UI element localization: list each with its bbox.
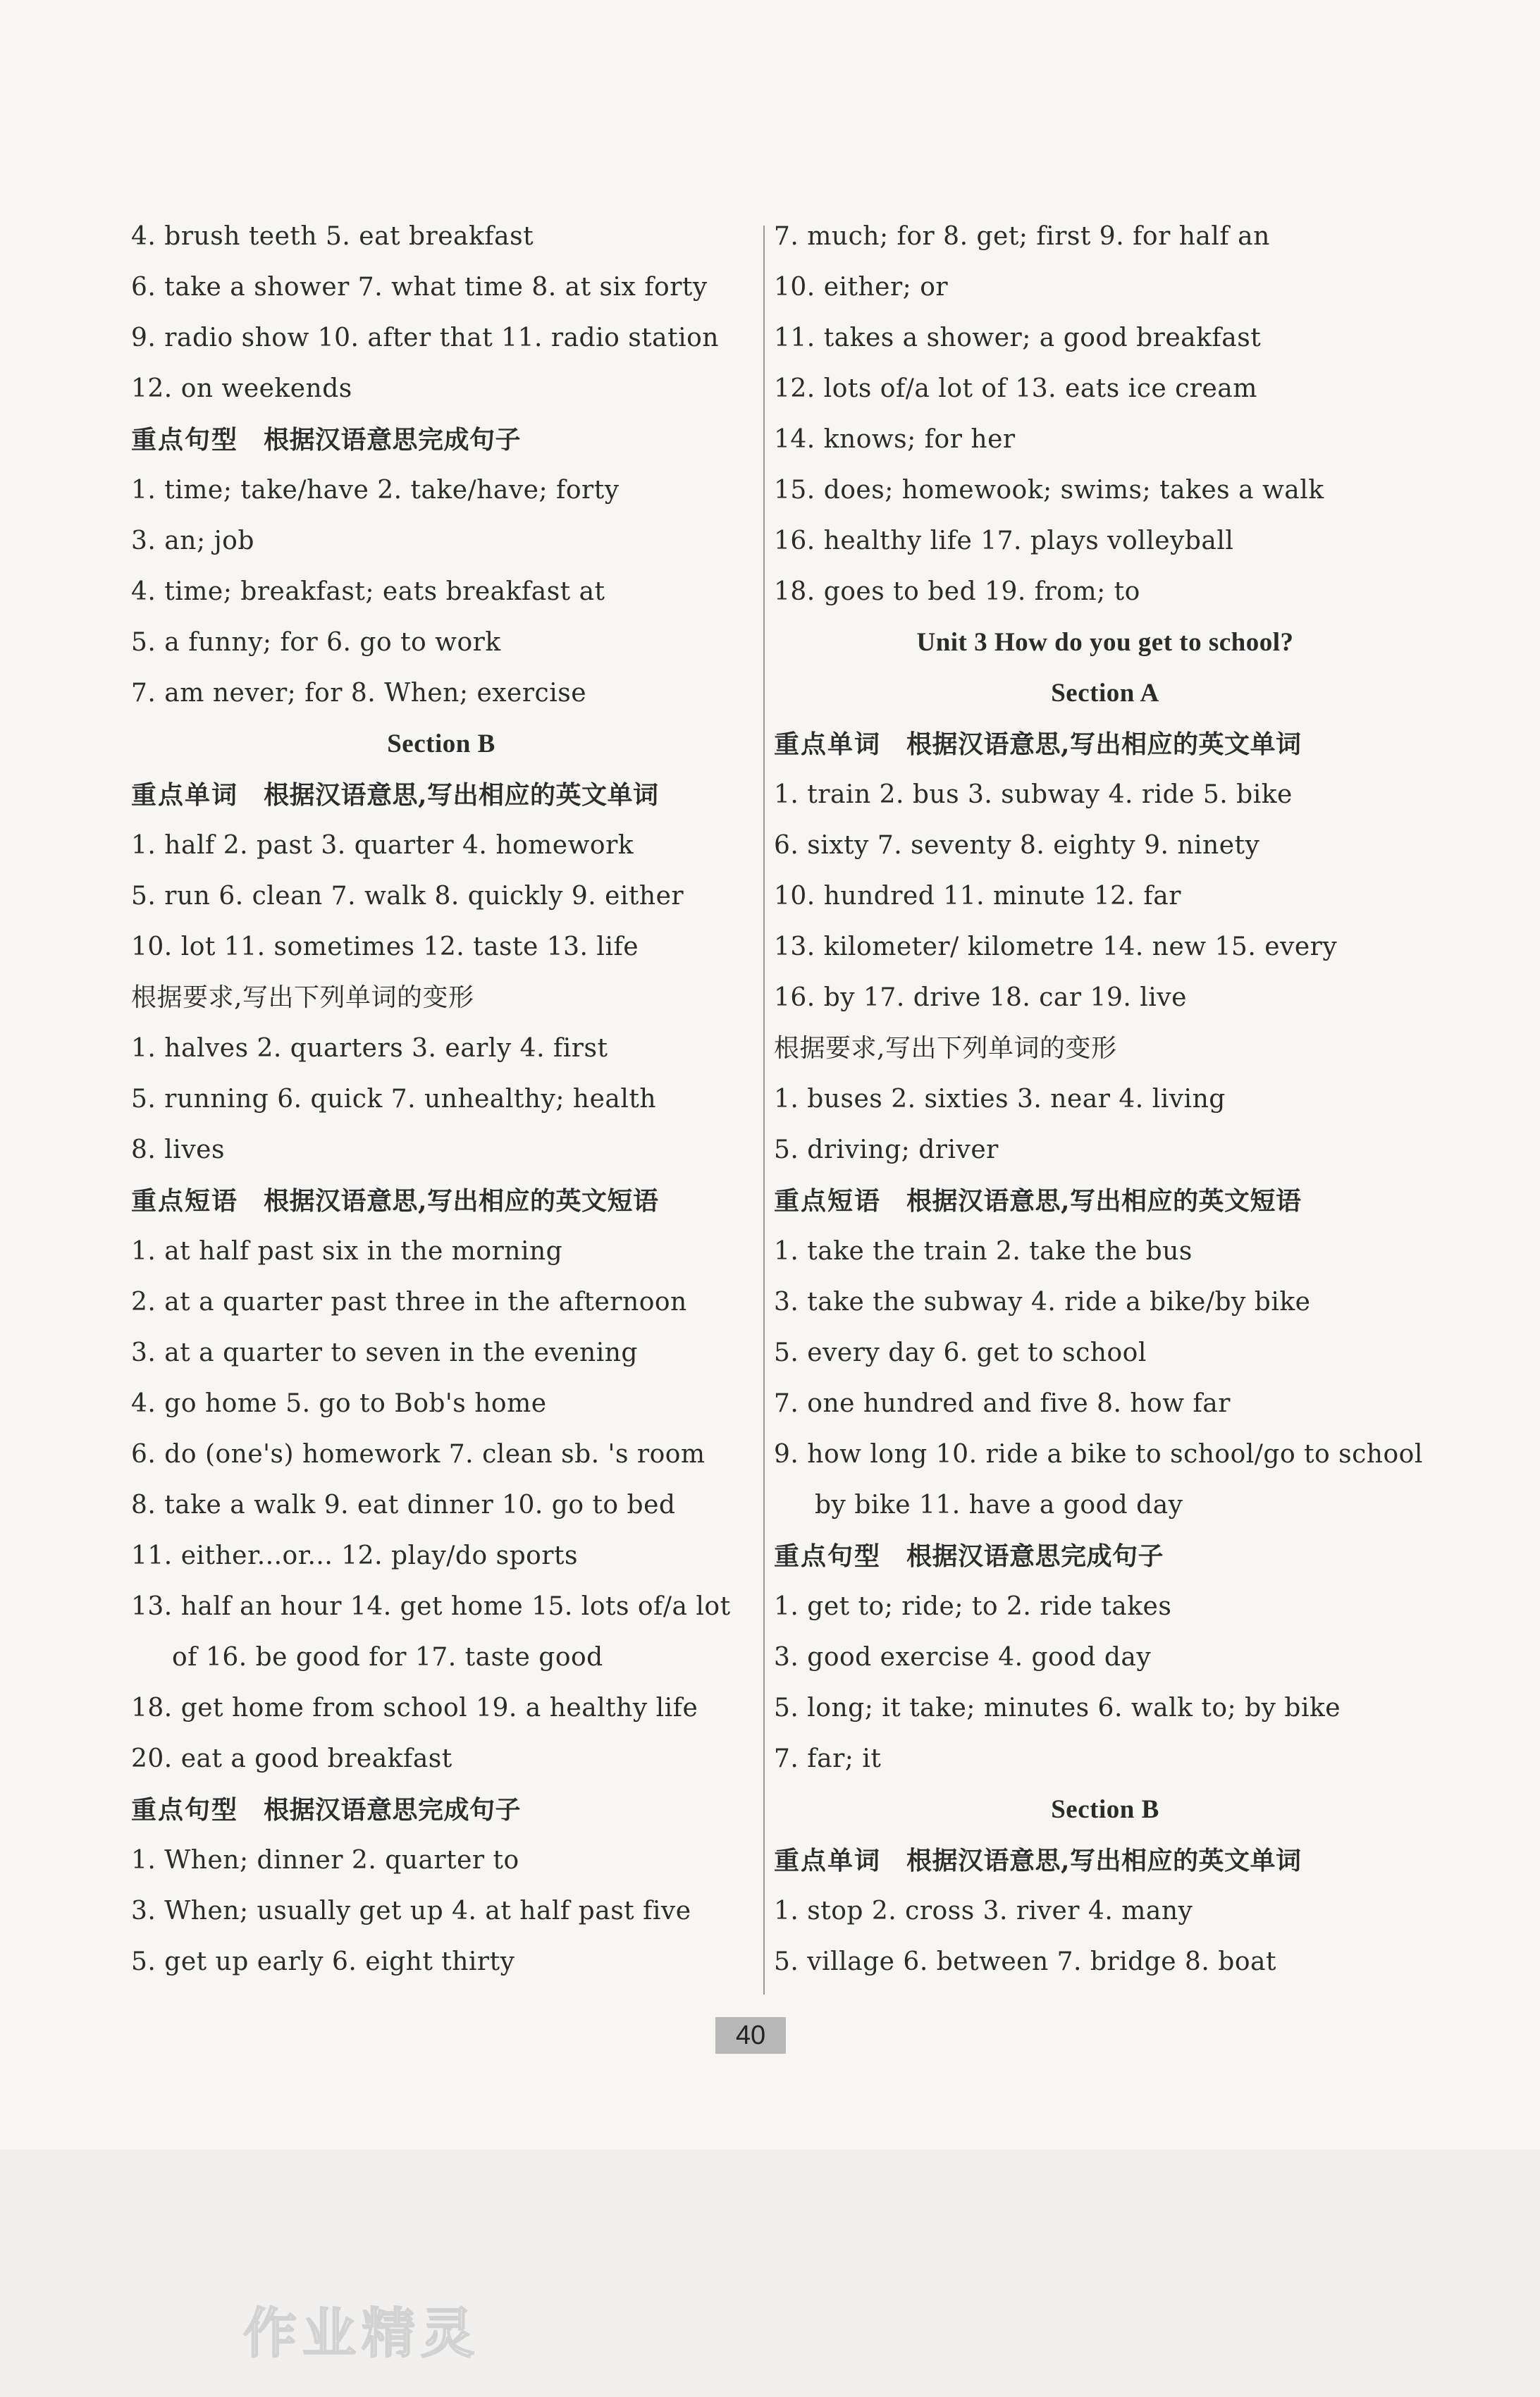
answer-line: of 16. be good for 17. taste good: [172, 1643, 603, 1672]
answer-line: 7. one hundred and five 8. how far: [774, 1389, 1231, 1418]
heading-instruction: 根据汉语意思,写出相应的英文单词: [906, 729, 1302, 759]
answer-line: 5. village 6. between 7. bridge 8. boat: [774, 1947, 1276, 1976]
heading-tag: 重点短语: [774, 1186, 882, 1216]
section-heading: [774, 1835, 1436, 1886]
section-heading: [131, 1176, 751, 1226]
heading-instruction: 根据汉语意思完成句子: [264, 425, 522, 455]
left-column: [131, 211, 751, 1988]
answer-line: 13. half an hour 14. get home 15. lots of/a lot: [131, 1592, 731, 1621]
heading-instruction: 根据汉语意思,写出相应的英文单词: [264, 780, 659, 810]
answer-line: 8. take a walk 9. eat dinner 10. go to bed: [131, 1491, 676, 1520]
answer-line: 9. how long 10. ride a bike to school/go to school: [774, 1440, 1423, 1469]
answer-line: 6. sixty 7. seventy 8. eighty 9. ninety: [774, 831, 1260, 860]
heading-tag: 重点句型: [131, 1795, 239, 1825]
answer-line: 5. run 6. clean 7. walk 8. quickly 9. either: [131, 882, 684, 911]
answer-line: 9. radio show 10. after that 11. radio station: [131, 323, 719, 352]
answer-line: 根据要求,写出下列单词的变形: [774, 1034, 1117, 1063]
section-title: Unit 3 How do you get to school?: [916, 628, 1294, 657]
answer-line: 4. go home 5. go to Bob's home: [131, 1389, 547, 1418]
answer-line: 1. at half past six in the morning: [131, 1237, 563, 1266]
answer-line: 1. train 2. bus 3. subway 4. ride 5. bike: [774, 780, 1293, 809]
answer-line: 1. halves 2. quarters 3. early 4. first: [131, 1034, 608, 1063]
answer-line: 3. take the subway 4. ride a bike/by bike: [774, 1288, 1311, 1317]
answer-line: 16. by 17. drive 18. car 19. live: [774, 983, 1187, 1012]
answer-line: 1. half 2. past 3. quarter 4. homework: [131, 831, 634, 860]
answer-line: 18. get home from school 19. a healthy life: [131, 1694, 698, 1723]
section-title: Section B: [1051, 1795, 1159, 1824]
section-heading: [131, 414, 751, 465]
answer-line: 3. at a quarter to seven in the evening: [131, 1338, 638, 1367]
answer-line: 根据要求,写出下列单词的变形: [131, 983, 474, 1012]
answer-line: 5. a funny; for 6. go to work: [131, 628, 501, 657]
answer-line: 1. take the train 2. take the bus: [774, 1237, 1193, 1266]
answer-line: 5. driving; driver: [774, 1135, 999, 1164]
answer-line: 2. at a quarter past three in the afternoon: [131, 1288, 687, 1317]
answer-line: 10. hundred 11. minute 12. far: [774, 882, 1181, 911]
heading-instruction: 根据汉语意思,写出相应的英文单词: [906, 1846, 1302, 1875]
answer-line: by bike 11. have a good day: [815, 1491, 1183, 1520]
answer-line: 1. buses 2. sixties 3. near 4. living: [774, 1085, 1226, 1114]
answer-line: 7. am never; for 8. When; exercise: [131, 679, 587, 708]
heading-tag: 重点句型: [131, 425, 239, 455]
answer-line: 10. either; or: [774, 273, 949, 302]
answer-line: 12. on weekends: [131, 374, 352, 403]
answer-line: 20. eat a good breakfast: [131, 1744, 452, 1773]
section-heading: [774, 719, 1436, 770]
answer-line: 10. lot 11. sometimes 12. taste 13. life: [131, 932, 639, 961]
heading-tag: 重点单词: [131, 780, 239, 810]
answer-line: 3. When; usually get up 4. at half past five: [131, 1897, 691, 1925]
answer-line: 15. does; homewook; swims; takes a walk: [774, 476, 1324, 505]
section-heading: [131, 1785, 751, 1835]
answer-line: 1. stop 2. cross 3. river 4. many: [774, 1897, 1193, 1925]
answer-line: 11. takes a shower; a good breakfast: [774, 323, 1262, 352]
answer-line: 7. far; it: [774, 1744, 882, 1773]
answer-line: 1. time; take/have 2. take/have; forty: [131, 476, 620, 505]
heading-tag: 重点单词: [774, 729, 882, 759]
section-heading: [774, 1176, 1436, 1226]
section-title: Section A: [1051, 679, 1159, 708]
answer-line: 12. lots of/a lot of 13. eats ice cream: [774, 374, 1257, 403]
answer-line: 6. take a shower 7. what time 8. at six forty: [131, 273, 708, 302]
answer-line: 8. lives: [131, 1135, 225, 1164]
answer-line: 11. either...or... 12. play/do sports: [131, 1541, 578, 1570]
column-divider: [763, 226, 765, 1995]
answer-line: 7. much; for 8. get; first 9. for half an: [774, 222, 1270, 251]
answer-line: 6. do (one's) homework 7. clean sb. 's room: [131, 1440, 706, 1469]
answer-line: 5. long; it take; minutes 6. walk to; by bike: [774, 1694, 1341, 1723]
answer-line: 14. knows; for her: [774, 425, 1016, 454]
section-title: Section B: [387, 729, 495, 758]
answer-line: 13. kilometer/ kilometre 14. new 15. every: [774, 932, 1338, 961]
page-number: 40: [715, 2017, 786, 2054]
answer-line: 4. time; breakfast; eats breakfast at: [131, 577, 605, 606]
section-heading: [131, 770, 751, 820]
heading-instruction: 根据汉语意思完成句子: [264, 1795, 522, 1825]
heading-tag: 重点句型: [774, 1541, 882, 1571]
answer-line: 1. When; dinner 2. quarter to: [131, 1846, 519, 1875]
heading-tag: 重点单词: [774, 1846, 882, 1875]
answer-line: 5. every day 6. get to school: [774, 1338, 1147, 1367]
heading-instruction: 根据汉语意思完成句子: [906, 1541, 1164, 1571]
answer-line: 5. get up early 6. eight thirty: [131, 1947, 515, 1976]
section-heading: [774, 1531, 1436, 1582]
right-column: [774, 211, 1436, 1988]
heading-instruction: 根据汉语意思,写出相应的英文短语: [264, 1186, 659, 1216]
answer-line: 3. an; job: [131, 526, 254, 555]
answer-line: 18. goes to bed 19. from; to: [774, 577, 1140, 606]
answer-line: 16. healthy life 17. plays volleyball: [774, 526, 1234, 555]
answer-line: 1. get to; ride; to 2. ride takes: [774, 1592, 1172, 1621]
watermark-text: 作业精灵: [243, 2302, 480, 2365]
heading-tag: 重点短语: [131, 1186, 239, 1216]
answer-line: 3. good exercise 4. good day: [774, 1643, 1152, 1672]
heading-instruction: 根据汉语意思,写出相应的英文短语: [906, 1186, 1302, 1216]
answer-line: 4. brush teeth 5. eat breakfast: [131, 222, 534, 251]
answer-line: 5. running 6. quick 7. unhealthy; health: [131, 1085, 657, 1114]
